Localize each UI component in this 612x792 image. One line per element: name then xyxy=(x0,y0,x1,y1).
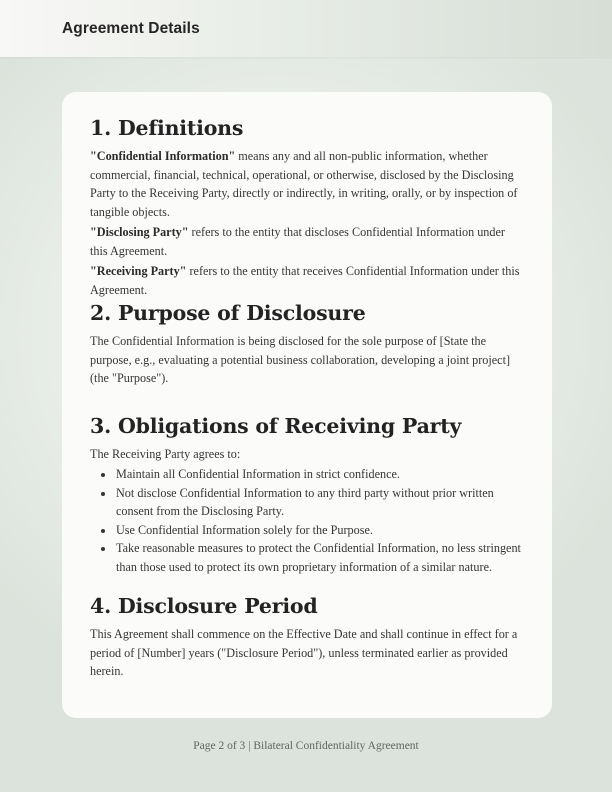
body-paragraph: The Confidential Information is being disclosed for the sole purpose of [State the purpose, e.g., evaluating a potential business collaboration, developing a joint project] (the "Purpose"). xyxy=(90,334,511,385)
obligations-list xyxy=(90,465,522,576)
list-item: • Maintain all Confidential Information in strict confidence. xyxy=(115,465,522,484)
definition-text: refers to the entity that discloses Confidential Information under this Agreement. xyxy=(90,225,505,258)
section-purpose xyxy=(90,301,522,388)
defined-term: "Disclosing Party" xyxy=(90,225,189,239)
defined-term: "Confidential Information" xyxy=(90,149,236,163)
page-title: Agreement Details xyxy=(62,19,200,37)
defined-term: "Receiving Party" xyxy=(90,264,187,278)
list-intro: The Receiving Party agrees to: xyxy=(90,446,241,461)
page-footer-text: Page 2 of 3 | Bilateral Confidentiality Agreement xyxy=(193,740,419,752)
body-paragraph: This Agreement shall commence on the Effective Date and shall continue in effect for a period of [Number] years ("Disclosure Period"), unless terminated earlier as provided herein. xyxy=(90,627,518,678)
list-item: • Not disclose Confidential Information to any third party without prior written consent from the Disclosing Party. xyxy=(115,484,522,521)
app-header xyxy=(0,0,612,57)
section-heading: 4. Disclosure Period xyxy=(90,594,318,618)
section-heading: 1. Definitions xyxy=(90,116,244,140)
list-item: • Take reasonable measures to protect the Confidential Information, no less stringent than those used to protect its own proprietary information of a similar nature. xyxy=(115,539,522,576)
section-disclosure-period xyxy=(90,594,522,681)
definition-paragraph xyxy=(90,223,522,260)
document-card xyxy=(62,92,552,718)
list-item: • Use Confidential Information solely for the Purpose. xyxy=(115,521,522,540)
page-footer xyxy=(0,738,612,755)
section-definitions xyxy=(90,116,522,299)
definition-text: refers to the entity that receives Confidential Information under this Agreement. xyxy=(90,264,520,297)
definition-paragraph xyxy=(90,262,522,299)
definition-text: means any and all non-public information, whether commercial, financial, technical, operational, or otherwise, disclosed by the Disclosing Party to the Receiving Party, directly or indirectly, in writing, orally, or by inspection of tangible objects. xyxy=(90,149,518,219)
section-heading: 2. Purpose of Disclosure xyxy=(90,301,366,325)
section-obligations xyxy=(90,414,522,577)
section-heading: 3. Obligations of Receiving Party xyxy=(90,413,462,438)
definition-paragraph xyxy=(90,147,522,221)
